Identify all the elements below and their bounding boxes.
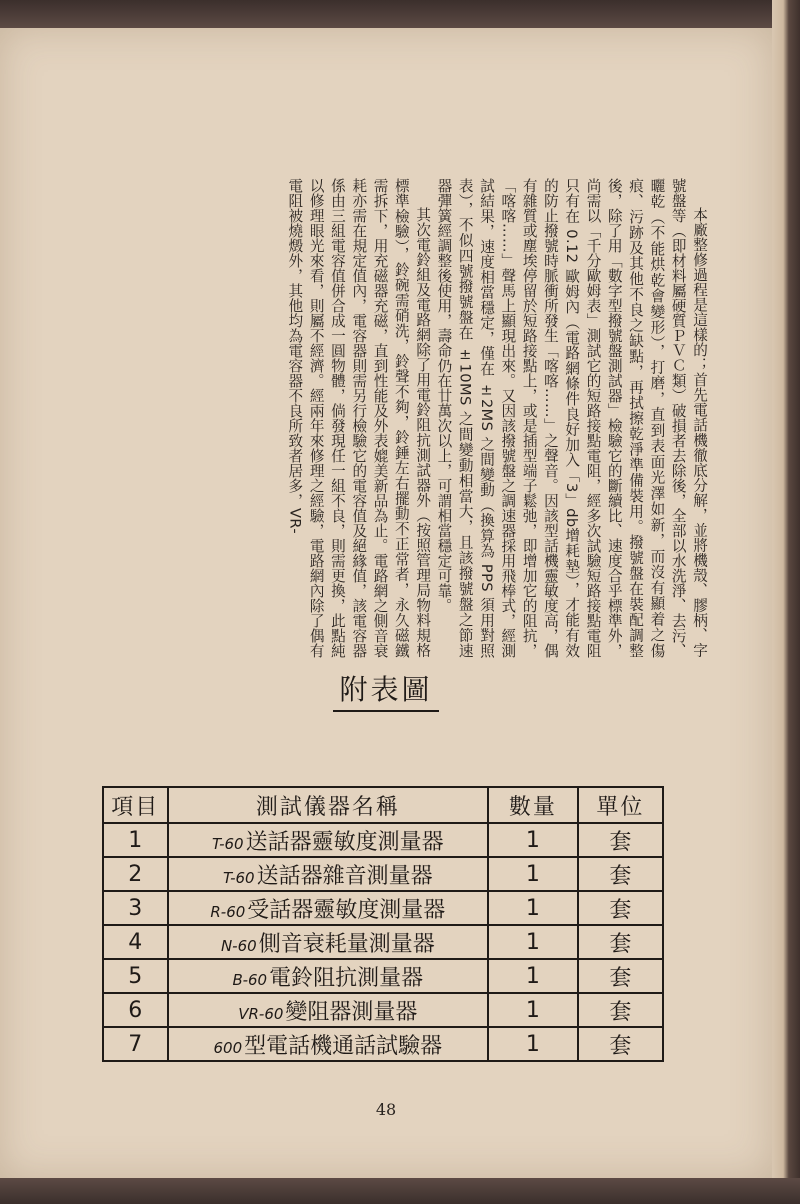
row-model: 600 bbox=[213, 1038, 243, 1057]
row-number: 1 bbox=[103, 823, 168, 857]
row-instrument bbox=[168, 993, 489, 1027]
page-edge bbox=[772, 0, 800, 1204]
row-instrument bbox=[168, 959, 489, 993]
row-instrument bbox=[168, 925, 489, 959]
row-unit: 套 bbox=[578, 891, 663, 925]
row-unit: 套 bbox=[578, 959, 663, 993]
row-quantity: 1 bbox=[488, 925, 578, 959]
header-quantity: 數量 bbox=[488, 787, 578, 823]
row-quantity: 1 bbox=[488, 1027, 578, 1061]
book-cover-top bbox=[0, 0, 800, 28]
row-model: T-60 bbox=[212, 834, 244, 853]
row-instrument-name: 受話器靈敏度測量器 bbox=[247, 897, 446, 923]
row-instrument-name: 型電話機通話試驗器 bbox=[244, 1033, 443, 1059]
row-number: 6 bbox=[103, 993, 168, 1027]
table-row bbox=[103, 891, 663, 925]
row-instrument-name: 側音衰耗量測量器 bbox=[258, 931, 435, 957]
row-instrument-name: 送話器靈敏度測量器 bbox=[245, 829, 444, 855]
table-row bbox=[103, 925, 663, 959]
equipment-table bbox=[102, 786, 664, 1062]
row-instrument bbox=[168, 891, 489, 925]
table-header-row bbox=[103, 787, 663, 823]
table-row bbox=[103, 959, 663, 993]
row-instrument-name: 變阻器測量器 bbox=[285, 999, 418, 1025]
row-quantity: 1 bbox=[488, 857, 578, 891]
row-number: 5 bbox=[103, 959, 168, 993]
row-unit: 套 bbox=[578, 823, 663, 857]
vertical-body-text bbox=[70, 178, 710, 658]
row-quantity: 1 bbox=[488, 959, 578, 993]
row-instrument bbox=[168, 823, 489, 857]
row-model: R-60 bbox=[210, 902, 246, 921]
table-row bbox=[103, 1027, 663, 1061]
row-number: 3 bbox=[103, 891, 168, 925]
page-number: 48 bbox=[375, 1100, 397, 1119]
row-model: B-60 bbox=[232, 970, 268, 989]
table-heading-text: 附表圖 bbox=[333, 668, 438, 712]
book-page bbox=[0, 28, 772, 1178]
row-unit: 套 bbox=[578, 857, 663, 891]
header-unit: 單位 bbox=[578, 787, 663, 823]
header-name: 測試儀器名稱 bbox=[168, 787, 489, 823]
paragraph-2: 其次電鈴組及電路網除了用電鈴阻抗測試器外（按照管理局物料規格標準檢驗），鈴碗需硝洗，鈴聲不夠，鈴錘左右擺動不正常者，永久磁鐵需拆下，用充磁器充磁，直到性能及外表媲美新品為止。電路網之側音衰耗亦需在規定值內，電容器則需另行檢驗它的電容值及絕緣值，該電容器係由三組電容值併合成一圓物體，倘發現任一組不良，則需更換，此點純以修理眼光來看，則屬不經濟。經兩年來修理之經驗，電路網內除了偶有電阻被燒燬外，其他均為電容器不良所致者居多，VR- bbox=[286, 178, 432, 658]
table-heading bbox=[0, 668, 772, 712]
row-model: T-60 bbox=[223, 868, 255, 887]
row-instrument-name: 電鈴阻抗測量器 bbox=[269, 965, 424, 991]
header-item: 項目 bbox=[103, 787, 168, 823]
row-number: 2 bbox=[103, 857, 168, 891]
row-model: N-60 bbox=[220, 936, 257, 955]
row-quantity: 1 bbox=[488, 823, 578, 857]
table-row bbox=[103, 823, 663, 857]
row-model: VR-60 bbox=[238, 1004, 284, 1023]
row-quantity: 1 bbox=[488, 993, 578, 1027]
table-row bbox=[103, 857, 663, 891]
row-unit: 套 bbox=[578, 925, 663, 959]
row-unit: 套 bbox=[578, 993, 663, 1027]
row-number: 7 bbox=[103, 1027, 168, 1061]
book-cover-bottom bbox=[0, 1178, 800, 1204]
row-instrument-name: 送話器雜音測量器 bbox=[256, 863, 433, 889]
row-number: 4 bbox=[103, 925, 168, 959]
paragraph-1: 本廠整修過程是這樣的；首先電話機徹底分解，並將機殼、膠柄、字號盤等（即材料屬硬質ＰＶＣ類）破損者去除後，全部以水洗淨、去污、曬乾（不能烘乾會變形），打磨，直到表面光澤如新，而沒有顯着之傷痕、污跡及其他不良之缺點，再拭擦乾淨準備裝用。撥號盤在裝配調整後，除了用「數字型撥號盤測試器」檢驗它的斷續比、速度合乎標準外，尚需以「千分歐姆表」測試它的短路接點電阻，經多次試驗短路接點電阻只有在 0.12 歐姆內（電路網條件良好加入「3」db增耗墊），才能有效的防止撥號時脈衝所發生「喀喀……」之聲音。因該型話機靈敏度高，偶有雜質或塵埃停留於短路接點上，或是插型端子鬆弛，即增加它的阻抗，「喀喀……」聲馬上顯現出來。又因該撥號盤之調速器採用飛棒式，經測試結果，速度相當穩定，僅在 ±2MS 之間變動（換算為 PPS 須用對照表），不似四號撥號盤在 ±10MS 之間變動相當大，且該撥號盤之節速器彈簧經調整後使用，壽命仍在廿萬次以上，可謂相當穩定可靠。 bbox=[435, 178, 708, 658]
row-instrument bbox=[168, 857, 489, 891]
table-row bbox=[103, 993, 663, 1027]
row-quantity: 1 bbox=[488, 891, 578, 925]
row-instrument bbox=[168, 1027, 489, 1061]
row-unit: 套 bbox=[578, 1027, 663, 1061]
